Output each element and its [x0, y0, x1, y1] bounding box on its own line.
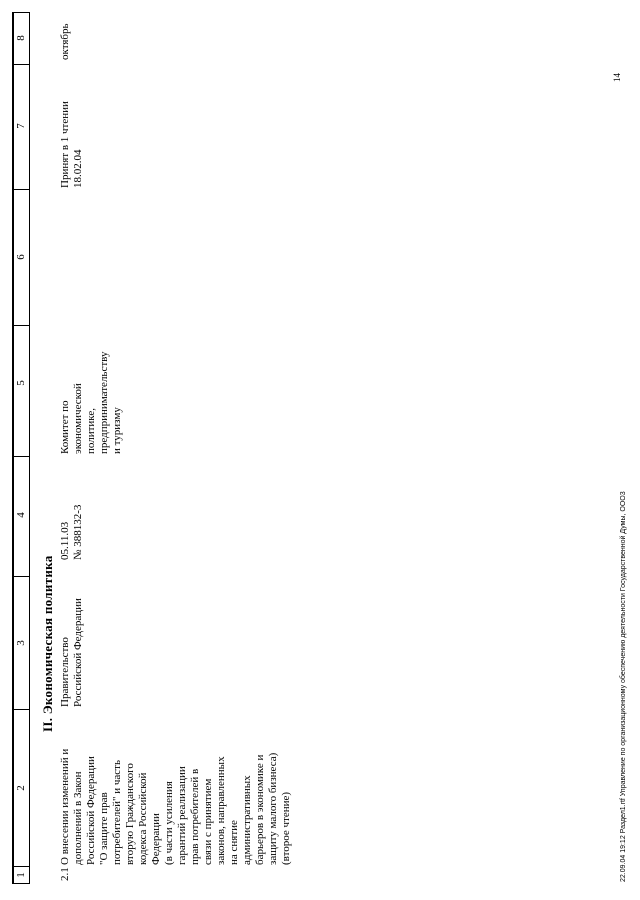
bill-title-line: О внесении изменений и: [59, 748, 71, 865]
bill-registration: [59, 505, 85, 560]
col-divider: [12, 189, 30, 190]
bill-title-line: административных: [241, 775, 253, 865]
column-number-5: 5: [15, 380, 27, 386]
initiator-line: Российской Федерации: [72, 598, 84, 707]
bill-title-line: Федерации: [150, 813, 162, 865]
col-divider: [12, 325, 30, 326]
column-number-4: 4: [15, 512, 27, 518]
bill-title-line: "О защите прав: [98, 792, 110, 865]
bill-title-line: барьеров в экономике и: [254, 754, 266, 865]
col-divider: [12, 456, 30, 457]
section-title: II. Экономическая политика: [40, 555, 55, 732]
column-number-7: 7: [15, 123, 27, 129]
column-number-8: 8: [15, 35, 27, 41]
col-divider: [12, 866, 30, 867]
bill-title-line: кодекса Российской: [137, 772, 149, 865]
bill-title-line: (второе чтение): [280, 791, 292, 865]
bill-title-line: законов, направленных: [215, 756, 227, 865]
bill-title-line: защиту малого бизнеса): [267, 752, 279, 865]
document-footer: 22.09.04 19:12 Раздел1.rtf Управление по организационному обеспечению деятельности Государственной Думы, ООО3: [620, 491, 627, 882]
planned-month: октябрь: [59, 23, 71, 60]
bill-title: [59, 715, 293, 865]
column-number-3: 3: [15, 640, 27, 646]
bill-title-line: на снятие: [228, 820, 240, 865]
row-number: 2.1: [59, 867, 71, 881]
bill-title-line: Российской Федерации: [85, 756, 97, 865]
header-right-edge: [12, 12, 30, 13]
bill-title-line: прав потребителей в: [189, 768, 201, 865]
header-bottom-line: [29, 12, 30, 884]
bill-title-line: (в части усиления: [163, 781, 175, 865]
column-number-6: 6: [15, 254, 27, 260]
reading-status-line: 18.02.04: [72, 149, 84, 188]
initiator: [59, 598, 85, 707]
bill-title-line: потребителей" и часть: [111, 760, 123, 865]
committee-line: Комитет по: [59, 400, 71, 454]
bill-date: 05.11.03: [59, 521, 71, 560]
bill-number: № 388132-3: [72, 504, 84, 560]
header-top-line: [12, 12, 14, 884]
initiator-line: Правительство: [59, 637, 71, 707]
page-number: 14: [612, 73, 622, 82]
bill-title-line: гарантий реализации: [176, 766, 188, 865]
col-divider: [12, 576, 30, 577]
column-number-2: 2: [15, 785, 27, 791]
column-number-1: 1: [15, 872, 27, 878]
reading-status: [59, 101, 85, 188]
bill-title-line: дополнений в Закон: [72, 771, 84, 865]
bill-title-line: вторую Гражданского: [124, 763, 136, 865]
col-divider: [12, 64, 30, 65]
col-divider: [12, 709, 30, 710]
header-left-edge: [12, 883, 30, 884]
committee-line: политике,: [85, 407, 97, 454]
committee: [59, 352, 124, 454]
bill-title-line: связи с принятием: [202, 778, 214, 865]
committee-line: и туризму: [111, 407, 123, 454]
committee-line: предпринимательству: [98, 351, 110, 454]
reading-status-line: Принят в 1 чтении: [59, 101, 71, 188]
committee-line: экономической: [72, 383, 84, 454]
